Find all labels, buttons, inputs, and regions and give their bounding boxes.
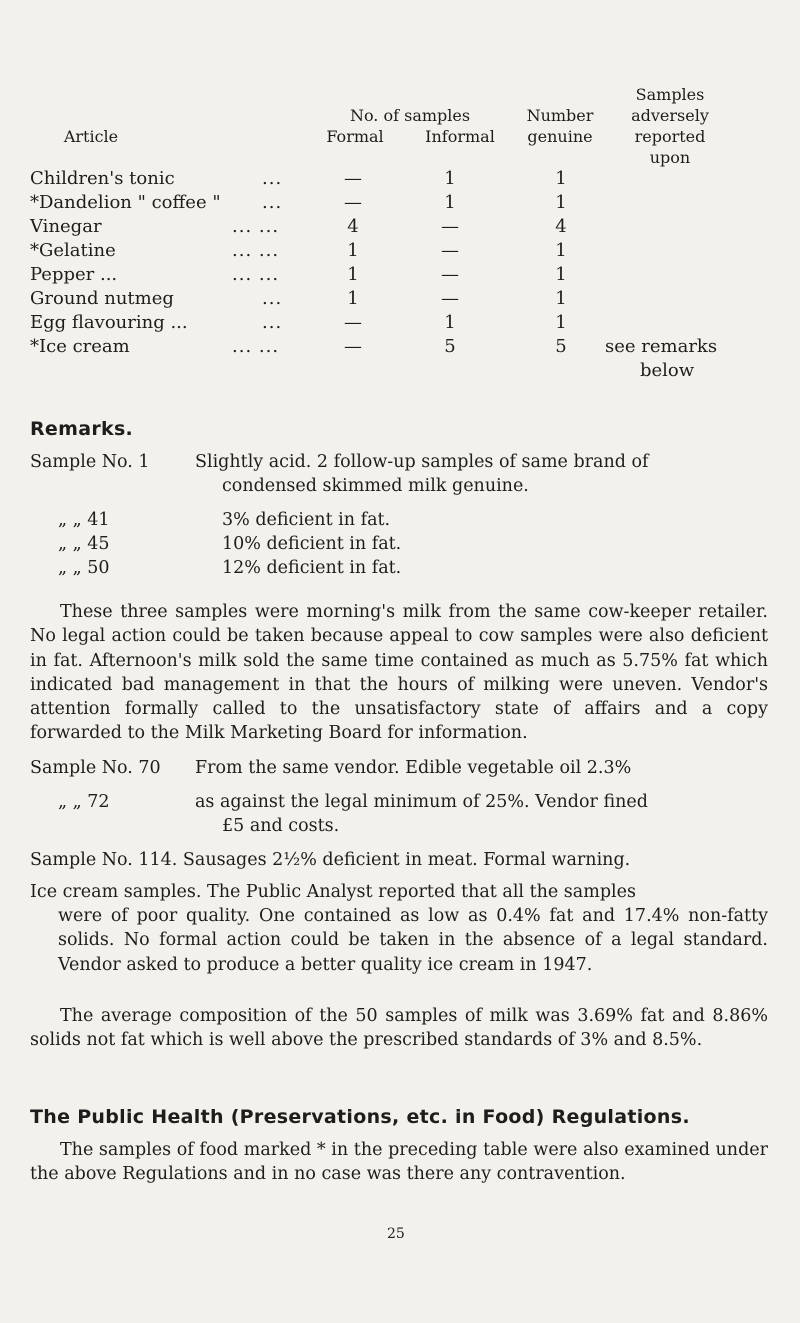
average-paragraph: The average composition of the 50 samples of milk was 3.69% fat and 8.86% solids not fat which is well above the prescribed standards of 3% and 8.5%. (30, 1006, 768, 1051)
ice-cream-first-line: Ice cream samples. The Public Analyst reported that all the samples (30, 882, 636, 902)
cell-genuine: 1 (555, 312, 567, 333)
sample-label: Sample No. 70 (30, 758, 161, 778)
cell-article: *Ice cream (30, 336, 130, 357)
ice-cream-paragraph: were of poor quality. One contained as low as 0.4% fat and 17.4% non-fatty solids. No formal action could be taken in the absence of a legal standard. Vendor asked to produce a better quality ice cream in 1947. (58, 906, 768, 975)
cell-leader: ... (262, 168, 283, 189)
header-informal: Informal (425, 127, 495, 146)
cell-article: *Gelatine (30, 240, 116, 261)
cell-leader: ... (262, 288, 283, 309)
sample-text: as against the legal minimum of 25%. Vendor fined (195, 792, 648, 812)
cell-leader: ... (262, 192, 283, 213)
sample-text: 12% deficient in fat. (222, 558, 402, 578)
cell-informal: 1 (444, 312, 456, 333)
cell-adverse-cont: below (640, 360, 695, 381)
cell-genuine: 5 (555, 336, 567, 357)
sample-label: „ „ 50 (58, 558, 110, 578)
header-samples-adversely (600, 84, 740, 168)
cell-leader: ... ... (232, 264, 280, 285)
cell-article: Children's tonic (30, 168, 175, 189)
cell-genuine: 1 (555, 288, 567, 309)
sample-114: Sample No. 114. Sausages 2½% deficient in meat. Formal warning. (30, 850, 631, 870)
header-genuine-line: Number (526, 106, 594, 125)
table-row (0, 240, 800, 264)
cell-article: Ground nutmeg (30, 288, 174, 309)
header-adverse-line: Samples (635, 85, 705, 104)
header-no-samples: No. of samples (349, 106, 471, 125)
header-formal: Formal (326, 127, 384, 146)
cell-genuine: 4 (555, 216, 567, 237)
cell-formal: 1 (347, 288, 359, 309)
cell-leader: ... ... (232, 240, 280, 261)
cell-leader: ... ... (232, 336, 280, 357)
cell-informal: — (441, 216, 459, 237)
sample-label: „ „ 45 (58, 534, 110, 554)
sample-text: condensed skimmed milk genuine. (222, 476, 529, 496)
header-number-genuine (505, 105, 615, 147)
cell-formal: 4 (347, 216, 359, 237)
cell-formal: — (344, 192, 362, 213)
sample-text: From the same vendor. Edible vegetable oil 2.3% (195, 758, 632, 778)
table-row (0, 288, 800, 312)
cell-informal: — (441, 288, 459, 309)
table-row (0, 168, 800, 192)
cell-formal: — (344, 168, 362, 189)
header-adverse-line: reported (634, 127, 706, 146)
milk-paragraph: These three samples were morning's milk from the same cow-keeper retailer. No legal action could be taken because appeal to cow samples were also deficient in fat. Afternoon's milk sold the same time contained as much as 5.75% fat which indicated bad management in that the hours of milking were uneven. Vendor's attention formally called to the unsatisfactory state of affairs and a copy forwarded to the Milk Marketing Board for information. (30, 602, 768, 744)
cell-genuine: 1 (555, 264, 567, 285)
sample-label: „ „ 72 (58, 792, 110, 812)
cell-genuine: 1 (555, 192, 567, 213)
table-row (0, 336, 800, 360)
cell-informal: — (441, 264, 459, 285)
cell-article: Pepper ... (30, 264, 118, 285)
cell-formal: — (344, 336, 362, 357)
cell-leader: ... ... (232, 216, 280, 237)
cell-article: Vinegar (30, 216, 102, 237)
cell-genuine: 1 (555, 240, 567, 261)
cell-informal: 5 (444, 336, 456, 357)
table-row (0, 216, 800, 240)
header-genuine-line: genuine (527, 127, 593, 146)
table-row (0, 264, 800, 288)
page-number: 25 (387, 1226, 405, 1242)
cell-article: Egg flavouring ... (30, 312, 188, 333)
sample-text: £5 and costs. (222, 816, 340, 836)
table-row (0, 312, 800, 336)
table-row (0, 192, 800, 216)
regulations-heading: The Public Health (Preservations, etc. in Food) Regulations. (30, 1106, 690, 1128)
cell-formal: 1 (347, 264, 359, 285)
cell-informal: 1 (444, 192, 456, 213)
sample-label: Sample No. 1 (30, 452, 150, 472)
cell-formal: 1 (347, 240, 359, 261)
cell-informal: 1 (444, 168, 456, 189)
sample-label: „ „ 41 (58, 510, 110, 530)
remarks-heading: Remarks. (30, 418, 134, 440)
cell-genuine: 1 (555, 168, 567, 189)
header-adverse-line: adversely (631, 106, 709, 125)
cell-formal: — (344, 312, 362, 333)
cell-informal: — (441, 240, 459, 261)
sample-text: 10% deficient in fat. (222, 534, 402, 554)
cell-leader: ... (262, 312, 283, 333)
sample-text: Slightly acid. 2 follow-up samples of same brand of (195, 452, 649, 472)
cell-adverse: see remarks (605, 336, 718, 357)
header-adverse-line: upon (649, 148, 691, 167)
sample-text: 3% deficient in fat. (222, 510, 391, 530)
cell-article: *Dandelion " coffee " (30, 192, 221, 213)
header-article: Article (63, 127, 119, 146)
regulations-paragraph: The samples of food marked * in the preceding table were also examined under the above Regulations and in no case was there any contravention. (30, 1140, 768, 1185)
